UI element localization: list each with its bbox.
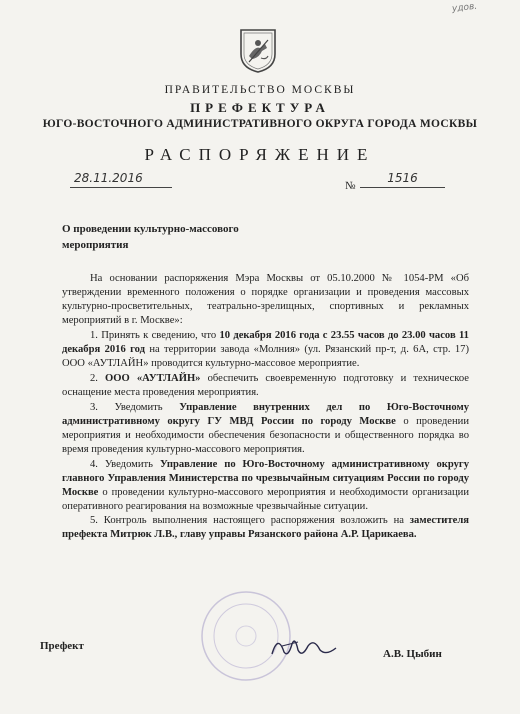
- number-sign: №: [345, 180, 356, 192]
- item-3: 3. Уведомить Управление внутренних дел по Юго-Восточному административному округу ГУ МВД России по городу Москве о проведении мероприятия и необходимости обеспечения безопасности и общественного порядка во время проведения культурно-массового мероприятия.: [62, 401, 469, 455]
- signer-title: Префект: [40, 640, 84, 652]
- moscow-coat-of-arms-icon: [237, 26, 279, 74]
- item-2: 2. ООО «АУТЛАЙН» обеспечить своевременную подготовку и техническое оснащение места проведения мероприятия.: [62, 372, 469, 398]
- document-date: 28.11.2016: [70, 171, 172, 188]
- item-1: 1. Принять к сведению, что 10 декабря 2016 года с 23.55 часов до 23.00 часов 11 декабря 2016 год на территории завода «Молния» (ул. Рязанский пр-т, д. 6А, стр. 17) ООО «АУТЛАЙН» проводится культурно-массовое мероприятие.: [62, 329, 469, 369]
- district-heading: ЮГО-ВОСТОЧНОГО АДМИНИСТРАТИВНОГО ОКРУГА ГОРОДА МОСКВЫ: [42, 118, 478, 130]
- item-4: 4. Уведомить Управление по Юго-Восточному административному округу главного Управления Министерства по чрезвычайным ситуациям России по городу Москве о проведении культурно-массового мероприятия и необходимости организации оперативного реагирования на возможные чрезвычайные ситуации.: [62, 458, 469, 512]
- document-subject: О проведении культурно-массового мероприятия: [62, 223, 239, 251]
- prefecture-heading: ПРЕФЕКТУРА: [190, 100, 330, 115]
- document-body: [62, 272, 469, 543]
- signer-name: А.В. Цыбин: [383, 648, 442, 660]
- handwritten-signature-icon: [268, 628, 340, 662]
- preamble-paragraph: На основании распоряжения Мэра Москвы от 05.10.2000 № 1054-РМ «Об утверждении временного положения о порядке организации и проведения массовых культурно-просветительных, театрально-зрелищных, спортивных и рекламных мероприятий в г. Москве»:: [62, 273, 469, 326]
- document-number: 1516: [360, 171, 445, 188]
- item-5: 5. Контроль выполнения настоящего распоряжения возложить на заместителя префекта Митрюк Л.В., главу управы Рязанского района А.Р. Царикаева.: [62, 515, 469, 541]
- handwritten-corner-note: удов.: [451, 1, 478, 15]
- government-heading: ПРАВИТЕЛЬСТВО МОСКВЫ: [164, 84, 356, 96]
- document-type-heading: РАСПОРЯЖЕНИЕ: [144, 145, 376, 164]
